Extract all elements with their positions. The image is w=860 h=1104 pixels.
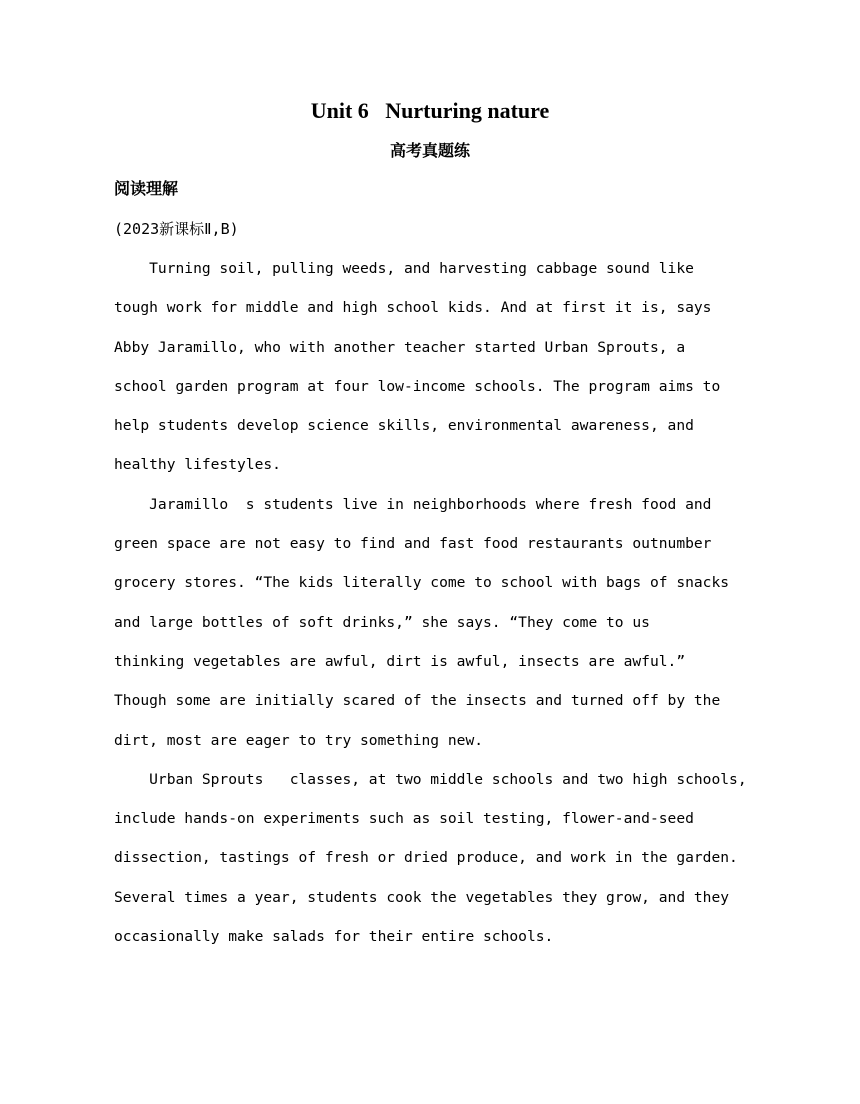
page-subtitle: 高考真题练: [389, 141, 470, 160]
passage-line: include hands-on experiments such as soil testing, flower-and-seed: [114, 810, 694, 828]
passage-line: Turning soil, pulling weeds, and harvesting cabbage sound like: [114, 260, 694, 277]
passage-line: Urban Sprouts classes, at two middle schools and two high schools,: [114, 770, 747, 788]
passage-line: green space are not easy to find and fast food restaurants outnumber: [114, 535, 712, 553]
passage-line: dirt, most are eager to try something new.: [114, 731, 484, 749]
passage-line: occasionally make salads for their entire schools.: [114, 928, 554, 946]
question-source: (2023新课标Ⅱ,B): [114, 220, 239, 238]
passage-line: school garden program at four low-income schools. The program aims to: [114, 377, 721, 395]
passage-line: Jaramillo s students live in neighborhoods where fresh food and: [114, 495, 712, 513]
passage-line: dissection, tastings of fresh or dried produce, and work in the garden.: [114, 849, 738, 867]
passage-line: Though some are initially scared of the insects and turned off by the: [114, 692, 721, 710]
section-heading: 阅读理解: [114, 179, 179, 198]
passage-line: thinking vegetables are awful, dirt is awful, insects are awful.”: [114, 652, 686, 670]
reading-passage: [114, 257, 774, 964]
passage-line: grocery stores. “The kids literally come to school with bags of snacks: [114, 574, 730, 592]
passage-line: and large bottles of soft drinks,” she says. “They come to us: [114, 613, 650, 631]
passage-line: Several times a year, students cook the vegetables they grow, and they: [114, 888, 730, 906]
passage-line: healthy lifestyles.: [114, 456, 281, 474]
passage-line: Abby Jaramillo, who with another teacher started Urban Sprouts, a: [114, 338, 686, 356]
passage-line: tough work for middle and high school kids. And at first it is, says: [114, 299, 712, 317]
passage-line: help students develop science skills, environmental awareness, and: [114, 417, 694, 435]
page-title: Unit 6 Nurturing nature: [310, 98, 550, 123]
